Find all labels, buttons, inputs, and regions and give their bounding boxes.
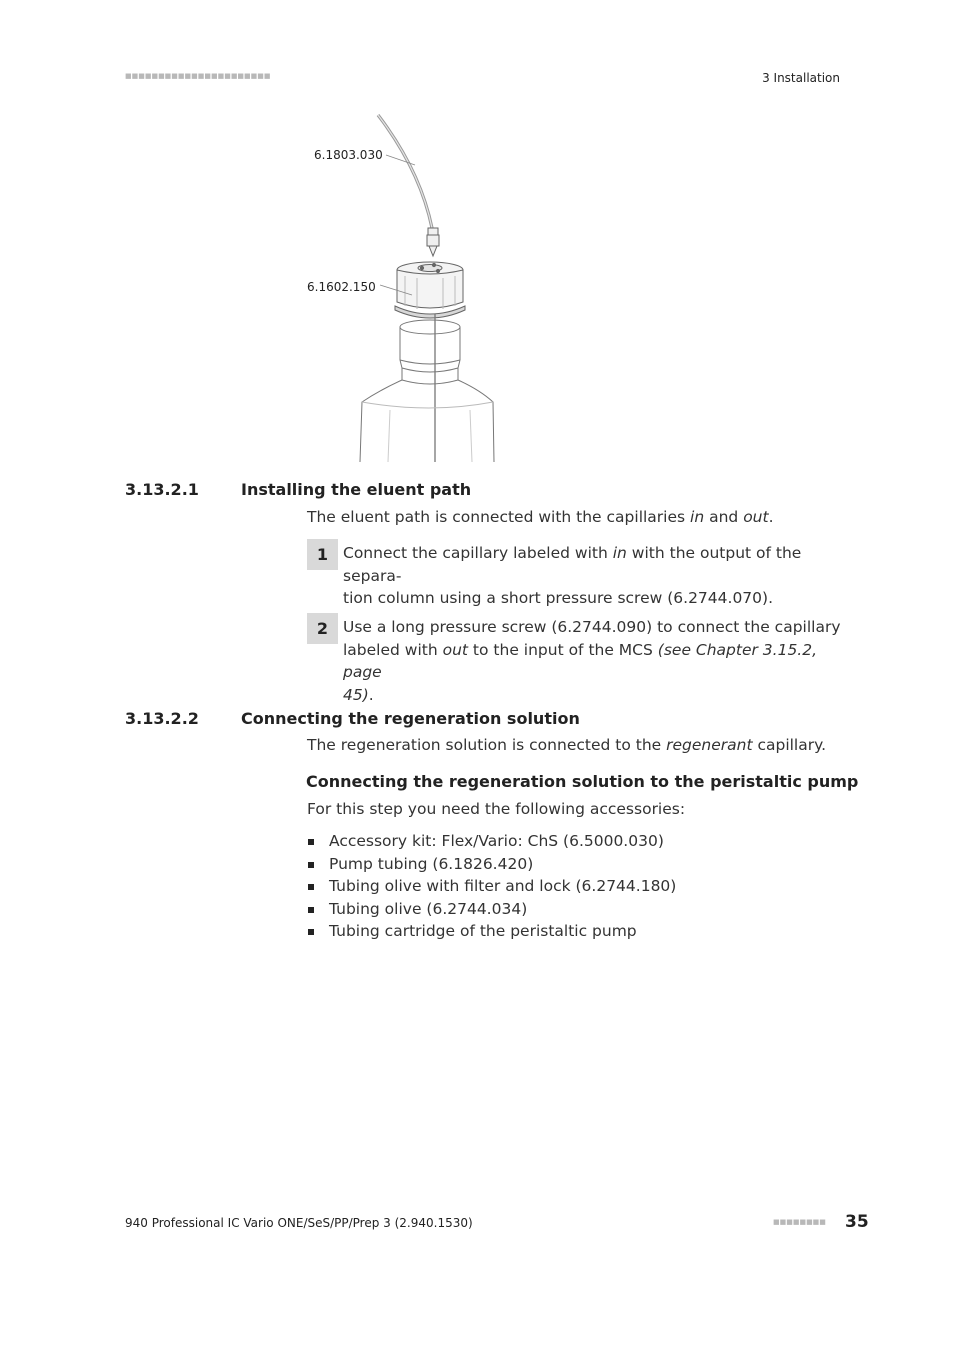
footer-decoration: ■■■■■■■■ — [773, 1218, 826, 1226]
section-title-2: Connecting the regeneration solution — [241, 709, 580, 728]
section2-intro: The regeneration solution is connected to the regenerant capillary. — [307, 736, 826, 754]
bottle-cap — [395, 262, 465, 318]
bullet-square-icon — [308, 884, 314, 890]
list-item: Tubing cartridge of the peristaltic pump — [307, 920, 827, 943]
list-item: Tubing olive (6.2744.034) — [307, 898, 827, 921]
section-number-1: 3.13.2.1 — [125, 480, 199, 499]
step-text-2: Use a long pressure screw (6.2744.090) to connect the capillary labeled with out to the input of the MCS (see Chapter 3.15.2, page 45). — [343, 618, 841, 704]
section1-intro: The eluent path is connected with the capillaries in and out. — [307, 508, 774, 526]
page-number: 35 — [845, 1212, 869, 1232]
step-number-1: 1 — [307, 539, 338, 570]
capillary-tube — [378, 115, 432, 228]
section-number-2: 3.13.2.2 — [125, 709, 199, 728]
footer-document-title: 940 Professional IC Vario ONE/SeS/PP/Prep 3 (2.940.1530) — [125, 1216, 473, 1230]
list-item: Pump tubing (6.1826.420) — [307, 853, 827, 876]
accessories-intro: For this step you need the following accessories: — [307, 800, 686, 818]
bullet-square-icon — [308, 839, 314, 845]
section-title-1: Installing the eluent path — [241, 480, 472, 499]
figure-label-cap: 6.1602.150 — [307, 280, 376, 294]
step-text-1: Connect the capillary labeled with in with the output of the separa- tion column using a short pressure screw (6.2744.070). — [343, 544, 802, 607]
pressure-fitting — [427, 228, 439, 256]
accessories-list — [307, 830, 827, 943]
header-decoration: ■■■■■■■■■■■■■■■■■■■■■■ — [125, 72, 271, 80]
leader-line-capillary — [386, 155, 415, 165]
figure-label-capillary: 6.1803.030 — [314, 148, 383, 162]
bullet-square-icon — [308, 907, 314, 913]
peristaltic-pump-subheading: Connecting the regeneration solution to the peristaltic pump — [306, 772, 859, 791]
step-number-2: 2 — [307, 613, 338, 644]
list-item: Tubing olive with filter and lock (6.2744.180) — [307, 875, 827, 898]
bullet-square-icon — [308, 929, 314, 935]
bullet-square-icon — [308, 862, 314, 868]
eluent-bottle — [360, 320, 494, 462]
list-item: Accessory kit: Flex/Vario: ChS (6.5000.030) — [307, 830, 827, 853]
header-section-title: 3 Installation — [762, 71, 840, 85]
chapter-reference: (see Chapter 3.15.2, page — [343, 640, 818, 681]
